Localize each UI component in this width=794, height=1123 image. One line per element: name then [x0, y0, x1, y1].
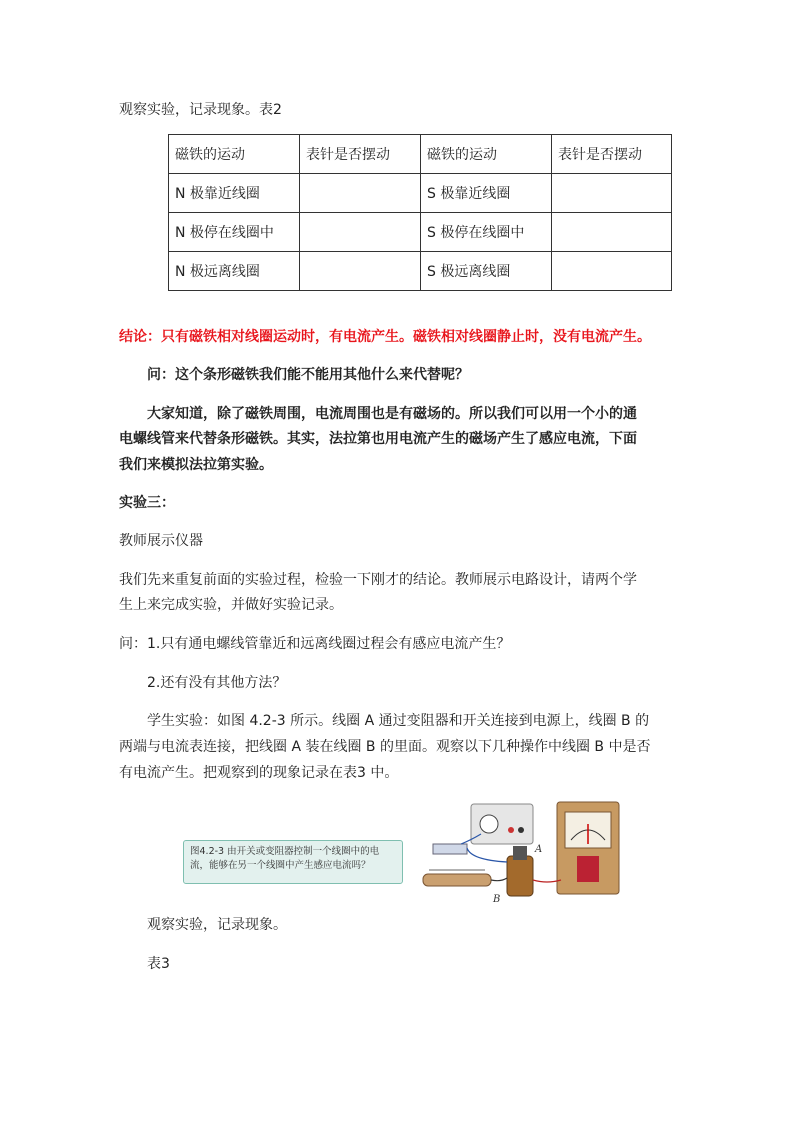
table-header-cell: 磁铁的运动 [169, 135, 300, 174]
question-2: 问：1.只有通电螺线管靠近和远离线圈过程会有感应电流产生？ [119, 636, 511, 652]
table-row [169, 213, 672, 252]
coil-a [513, 846, 527, 860]
conclusion-text: 结论：只有磁铁相对线圈运动时，有电流产生。磁铁相对线圈静止时，没有电流产生。 [119, 329, 651, 345]
observe-text: 观察实验，记录现象。 [147, 917, 287, 933]
table-cell [300, 174, 421, 213]
table-row [169, 252, 672, 291]
table-cell: S 极远离线圈 [421, 252, 552, 291]
table-header-cell: 表针是否摆动 [300, 135, 421, 174]
table-3-label: 表3 [147, 956, 170, 972]
label-a: A [535, 844, 543, 855]
label-b: B [493, 894, 501, 905]
power-dial [480, 815, 498, 833]
table-header-cell: 表针是否摆动 [552, 135, 672, 174]
table-cell: S 极靠近线圈 [421, 174, 552, 213]
intro-text: 观察实验，记录现象。表2 [119, 102, 282, 118]
table-row [169, 174, 672, 213]
para-bold-line2: 电螺线管来代替条形磁铁。其实，法拉第也用电流产生的磁场产生了感应电流，下面 [119, 431, 637, 447]
experiment-3-title: 实验三： [119, 495, 175, 511]
para-bold-line3: 我们来模拟法拉第实验。 [119, 457, 273, 473]
table-cell [552, 213, 672, 252]
student-exp-line1: 学生实验：如图 4.2-3 所示。线圈 A 通过变阻器和开关连接到电源上，线圈 B 的 [147, 713, 650, 729]
para-bold-line1: 大家知道，除了磁铁周围，电流周围也是有磁场的。所以我们可以用一个小的通 [147, 406, 637, 422]
table-cell: S 极停在线圈中 [421, 213, 552, 252]
coil-b [507, 856, 533, 896]
figure-caption: 图4.2-3 由开关或变阻器控制一个线圈中的电流，能够在另一个线圈中产生感应电流吗？ [183, 840, 403, 884]
table-cell: N 极靠近线圈 [169, 174, 300, 213]
table-cell: N 极远离线圈 [169, 252, 300, 291]
question-2b: 2.还有没有其他方法？ [147, 675, 287, 691]
teacher-show-text: 教师展示仪器 [119, 533, 203, 549]
terminal-red [508, 827, 514, 833]
table-cell [552, 252, 672, 291]
table-header-cell: 磁铁的运动 [421, 135, 552, 174]
student-exp-line2: 两端与电流表连接，把线圈 A 装在线圈 B 的里面。观察以下几种操作中线圈 B 中是否 [119, 739, 651, 755]
figure-4-2-3 [171, 800, 671, 906]
student-exp-line3: 有电流产生。把观察到的现象记录在表3 中。 [119, 765, 399, 781]
repeat-line2: 生上来完成实验，并做好实验记录。 [119, 597, 343, 613]
wire-2 [491, 878, 507, 881]
table-cell [300, 213, 421, 252]
table-cell: N 极停在线圈中 [169, 213, 300, 252]
rheostat [423, 874, 491, 886]
table-header-row [169, 135, 672, 174]
ammeter-magnet [577, 856, 599, 882]
terminal-black [518, 827, 524, 833]
table-cell [552, 174, 672, 213]
question-1: 问：这个条形磁铁我们能不能用其他什么来代替呢？ [147, 367, 469, 383]
repeat-line1: 我们先来重复前面的实验过程，检验一下刚才的结论。教师展示电路设计，请两个学 [119, 572, 637, 588]
apparatus-illustration [171, 800, 671, 906]
table-cell [300, 252, 421, 291]
wire-1 [467, 848, 507, 862]
table-2 [168, 134, 672, 291]
switch [433, 844, 467, 854]
